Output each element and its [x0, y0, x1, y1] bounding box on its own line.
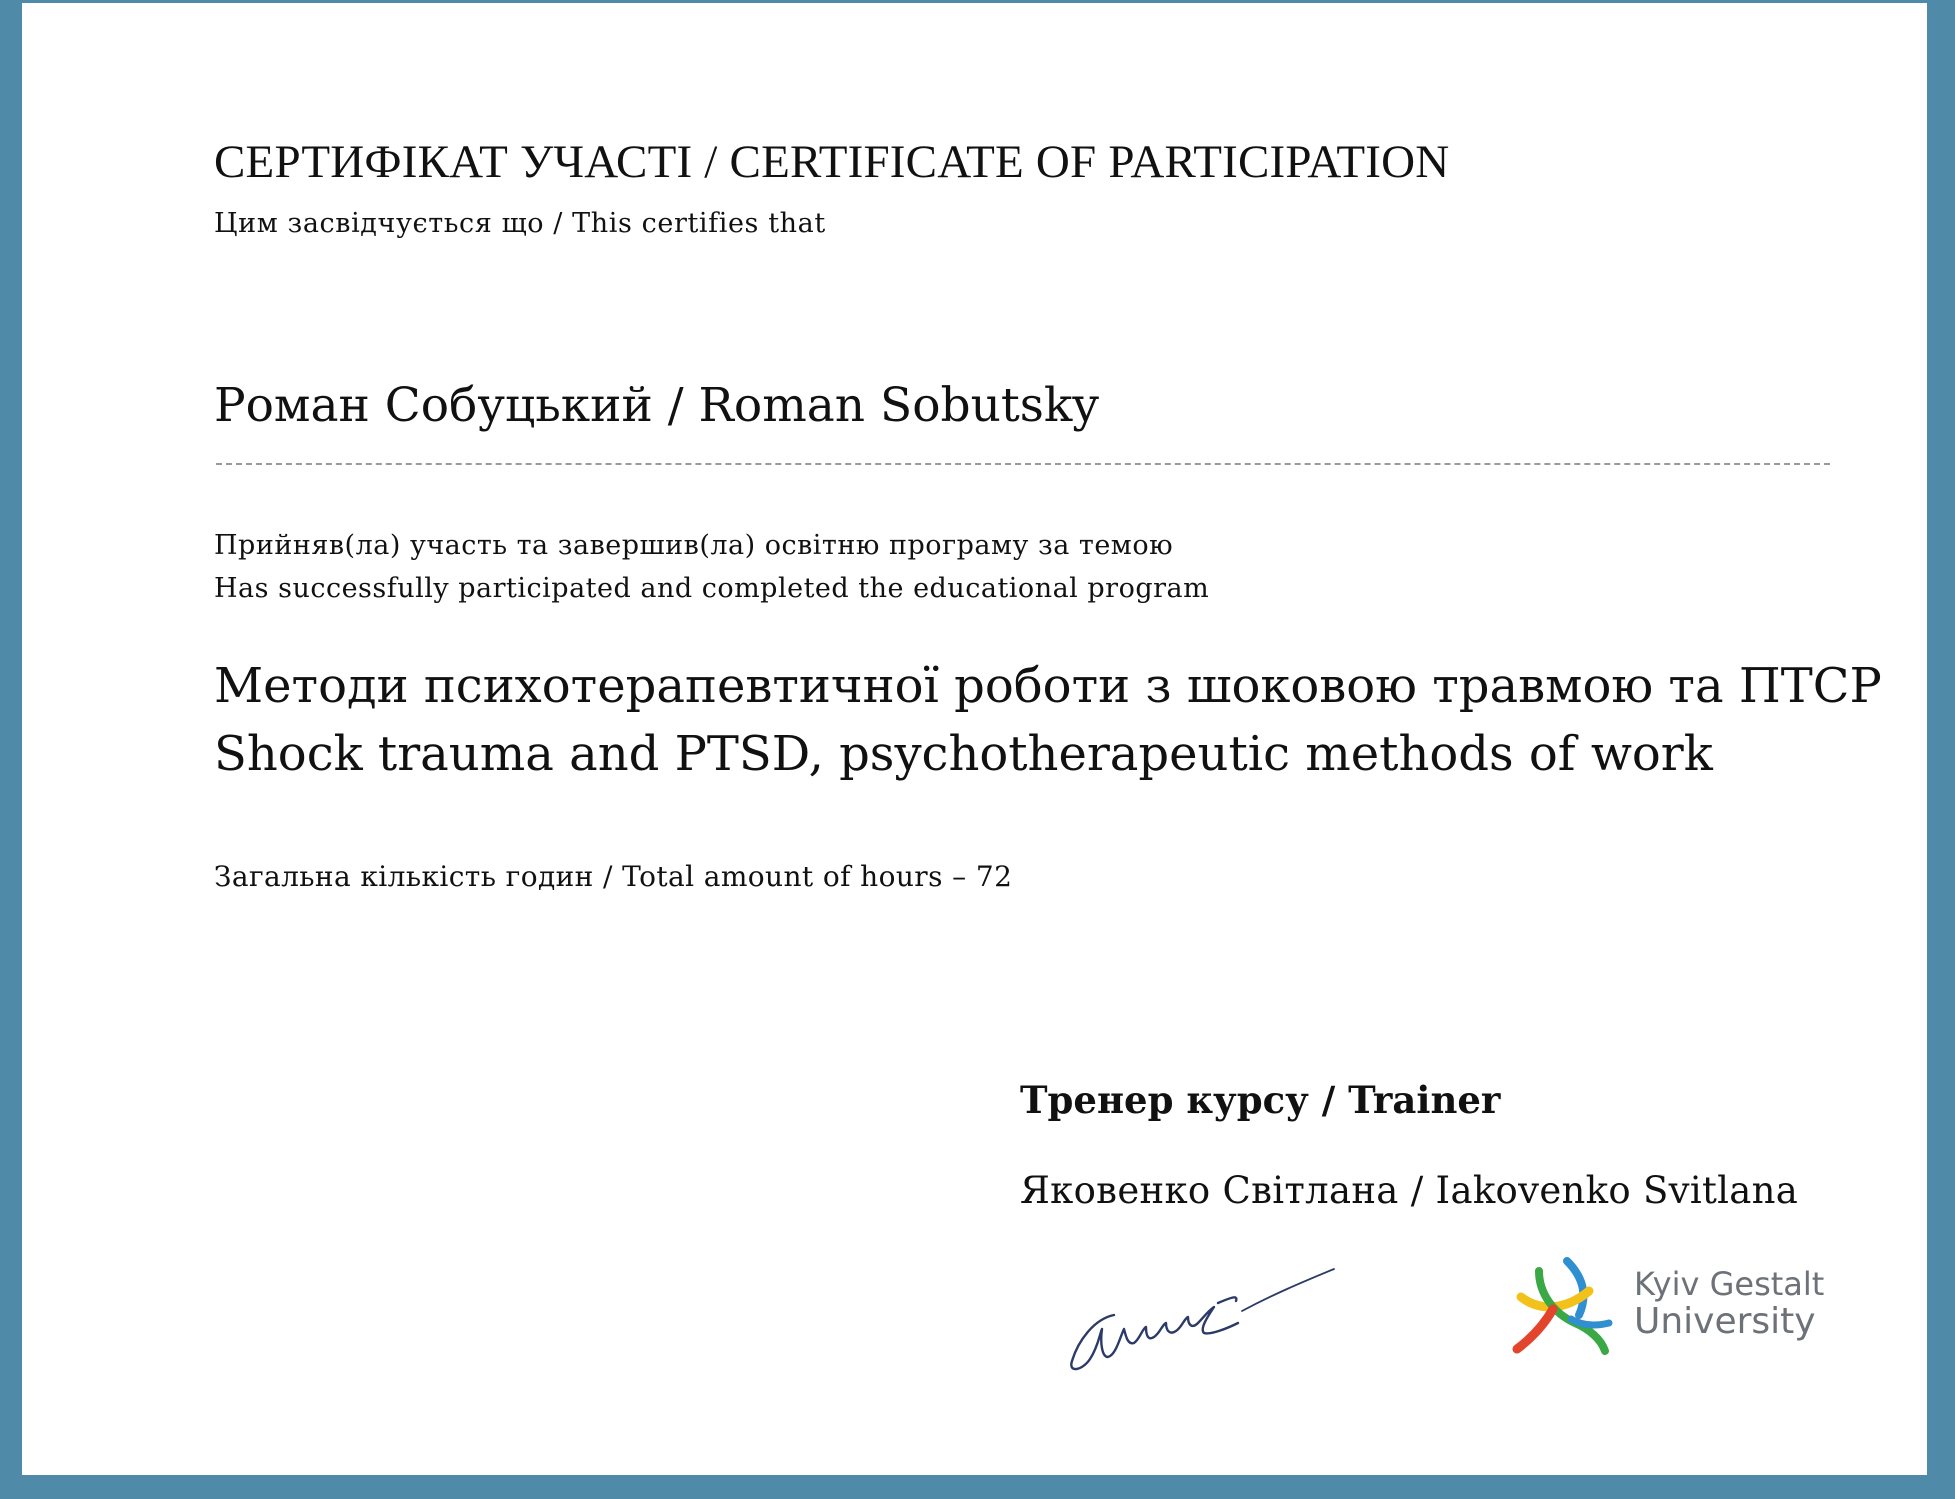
program-title-english: Shock trauma and PTSD, psychotherapeutic methods of work [214, 726, 1713, 782]
total-hours: Загальна кількість годин / Total amount of hours – 72 [214, 860, 1013, 893]
statement-ukrainian: Прийняв(ла) участь та завершив(ла) освітню програму за темою [214, 530, 1174, 561]
statement-english: Has successfully participated and completed the educational program [214, 573, 1210, 604]
kyiv-gestalt-university-logo [1509, 1253, 1839, 1363]
logo-emblem-icon [1509, 1253, 1619, 1358]
participant-name: Роман Собуцький / Roman Sobutsky [214, 378, 1099, 433]
logo-text-line2: University [1634, 1301, 1816, 1342]
certifies-line: Цим засвідчується що / This certifies that [214, 208, 826, 239]
trainer-label: Тренер курсу / Trainer [1020, 1078, 1501, 1122]
name-underline [216, 463, 1830, 465]
certificate-sheet [22, 3, 1927, 1475]
trainer-name: Яковенко Світлана / Iakovenko Svitlana [1020, 1169, 1799, 1212]
trainer-signature [1042, 1233, 1342, 1383]
program-title-ukrainian: Методи психотерапевтичної роботи з шоковою травмою та ПТСР [214, 658, 1882, 714]
logo-text-line1: Kyiv Gestalt [1634, 1265, 1825, 1303]
certificate-title: СЕРТИФІКАТ УЧАСТІ / CERTIFICATE OF PARTICIPATION [214, 136, 1450, 188]
